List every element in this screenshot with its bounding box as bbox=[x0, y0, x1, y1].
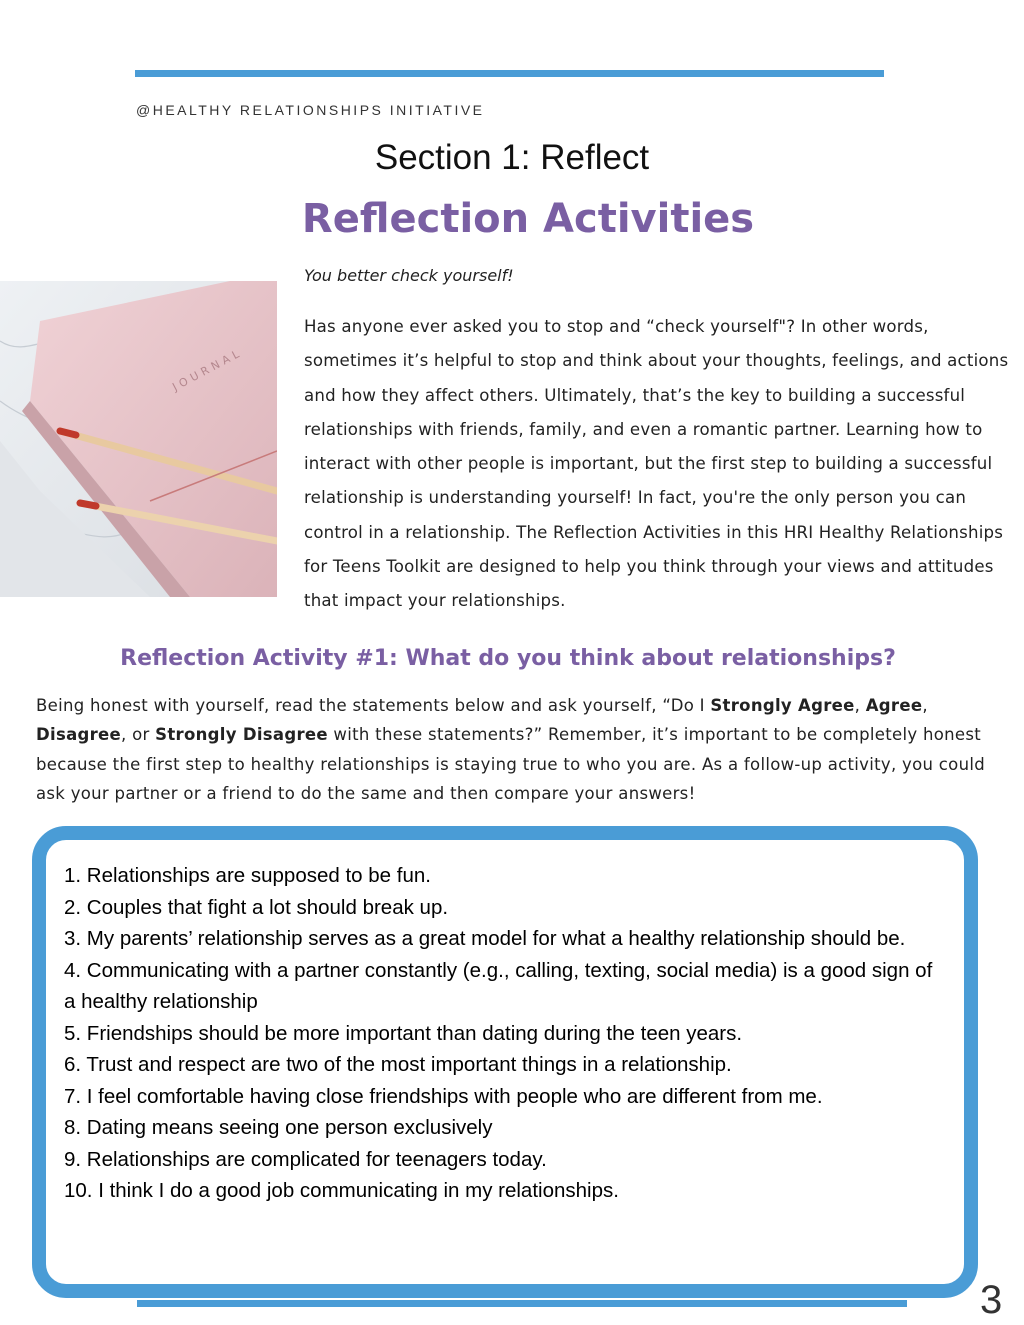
separator: , bbox=[854, 696, 866, 715]
organization-name: @HEALTHY RELATIONSHIPS INITIATIVE bbox=[136, 102, 485, 118]
statements-box bbox=[32, 826, 978, 1298]
option-strongly-agree: Strongly Agree bbox=[710, 696, 855, 715]
statement-item: 4. Communicating with a partner constantly (e.g., calling, texting, social media) is a good sign of a healthy relationship bbox=[64, 958, 933, 1013]
separator: , bbox=[922, 696, 928, 715]
page-title: Reflection Activities bbox=[301, 196, 755, 242]
option-disagree: Disagree bbox=[36, 725, 122, 745]
statement-item: 3. My parents’ relationship serves as a great model for what a healthy relationship should be. bbox=[64, 927, 906, 950]
statement-item: 7. I feel comfortable having close friendships with people who are different from me. bbox=[64, 1084, 823, 1108]
section-title-text: Section 1: Reflect bbox=[374, 138, 650, 177]
statement-item: 10. I think I do a good job communicating in my relationships. bbox=[64, 1179, 619, 1202]
journal-photo bbox=[0, 281, 277, 597]
intro-paragraph: Has anyone ever asked you to stop and “check yourself"? In other words, sometimes it’s helpful to stop and think about your thoughts, feelings, and actions and how they affect others. Ultimately, that’s the key to building a successful relationships with friends, family, and even a romantic partner. Learning how to interact with other people is important, but the first step to building a successful relationship is understanding yourself! In fact, you're the only person you can control in a relationship. The Reflection Activities in this HRI Healthy Relationships for Teens Toolkit are designed to help you think through your views and attitudes that impact your relationships. bbox=[304, 317, 1009, 611]
statement-item: 8. Dating means seeing one person exclusively bbox=[64, 1116, 493, 1139]
activity-instructions bbox=[36, 691, 996, 808]
statement-item: 2. Couples that fight a lot should break up. bbox=[64, 895, 449, 919]
instructions-text-start: Being honest with yourself, read the statements below and ask yourself, “Do I bbox=[36, 696, 711, 715]
journal-cover-text: JOURNAL bbox=[170, 345, 245, 394]
section-title bbox=[0, 138, 1024, 178]
journal-illustration bbox=[0, 281, 277, 597]
instructions-text-end: with these statements?” Remember, it’s important to be completely honest because the first step to healthy relationships is staying true to who you are. As a follow-up activity, you could ask your partner or a friend to do the same and then compare your answers! bbox=[36, 725, 985, 803]
page-number: 3 bbox=[980, 1278, 1003, 1322]
bottom-divider bbox=[137, 1300, 907, 1307]
activity-heading: Reflection Activity #1: What do you think about relationships? bbox=[120, 646, 896, 671]
option-strongly-disagree: Strongly Disagree bbox=[155, 725, 328, 745]
statements-list bbox=[64, 860, 934, 1207]
intro-tagline: You better check yourself! bbox=[304, 266, 514, 285]
statement-item: 1. Relationships are supposed to be fun. bbox=[64, 864, 431, 887]
statement-item: 9. Relationships are complicated for teenagers today. bbox=[64, 1147, 547, 1171]
option-agree: Agree bbox=[865, 696, 923, 715]
statement-item: 5. Friendships should be more important than dating during the teen years. bbox=[64, 1021, 743, 1045]
statement-item: 6. Trust and respect are two of the most important things in a relationship. bbox=[64, 1053, 732, 1076]
top-divider bbox=[135, 70, 884, 77]
separator: , or bbox=[121, 725, 156, 745]
